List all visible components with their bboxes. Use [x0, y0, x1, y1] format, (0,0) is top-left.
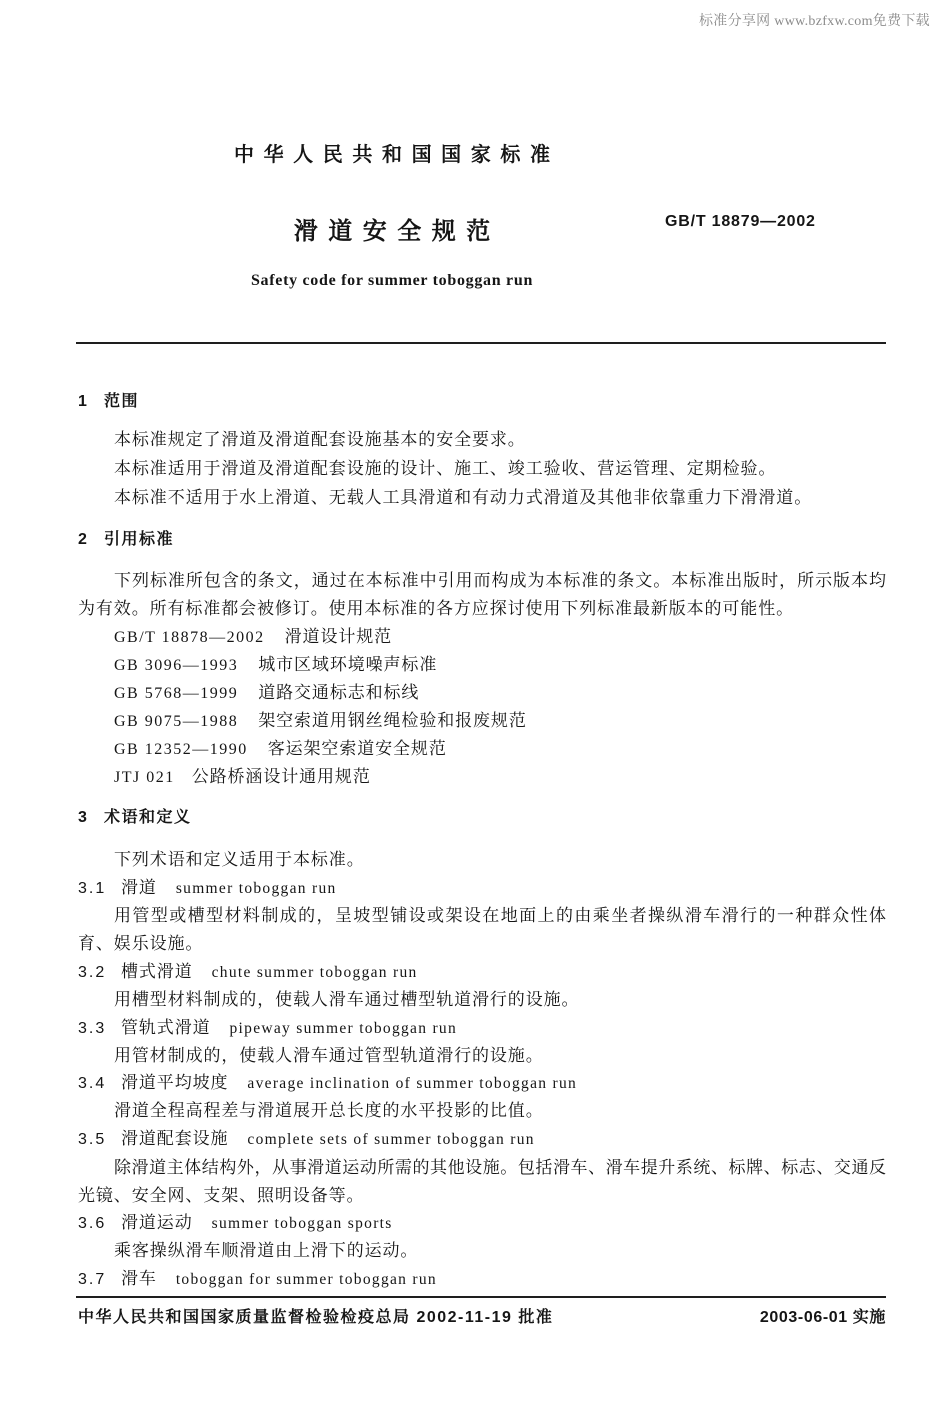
section-number: 2: [78, 531, 87, 548]
term-en: pipeway summer toboggan run: [229, 1020, 458, 1037]
term-number: 3.7: [78, 1271, 107, 1288]
national-standard-heading: 中华人民共和国国家标准: [233, 144, 560, 166]
term-en: average inclination of summer toboggan run: [247, 1075, 578, 1092]
term-definition-line: 用管型或槽型材料制成的，呈坡型铺设或架设在地面上的由乘坐者操纵滑车滑行的一种群众性体: [114, 906, 886, 925]
implementation-date: 2003-06-01 实施: [759, 1309, 886, 1326]
section-number: 1: [78, 393, 87, 410]
term-row: [78, 878, 337, 899]
term-cn: 管轨式滑道: [121, 1018, 211, 1037]
term-en: toboggan for summer toboggan run: [175, 1271, 437, 1288]
term-cn: 槽式滑道: [121, 962, 193, 981]
reference-item: [114, 767, 371, 788]
term-row: [78, 1269, 437, 1290]
reference-title: 道路交通标志和标线: [258, 683, 420, 702]
section-title: 术语和定义: [104, 809, 192, 826]
section-heading-scope: [78, 392, 139, 412]
term-definition-line: 乘客操纵滑车顺滑道由上滑下的运动。: [114, 1241, 419, 1260]
reference-code: GB 3096—1993: [114, 657, 239, 674]
term-number: 3.3: [78, 1020, 107, 1037]
reference-item: [114, 627, 392, 648]
term-cn: 滑道平均坡度: [121, 1073, 229, 1092]
reference-title: 城市区域环境噪声标准: [258, 655, 438, 674]
term-row: [78, 1213, 393, 1234]
term-definition-line: 用管材制成的，使载人滑车通过管型轨道滑行的设施。: [114, 1046, 544, 1065]
reference-title: 滑道设计规范: [284, 627, 393, 646]
term-definition-line: 光镜、安全网、支架、照明设备等。: [78, 1186, 365, 1205]
scope-paragraph: 本标准适用于滑道及滑道配套设施的设计、施工、竣工验收、营运管理、定期检验。: [114, 459, 777, 478]
term-definition-line: 滑道全程高程差与滑道展开总长度的水平投影的比值。: [114, 1101, 544, 1120]
references-intro-line: 为有效。所有标准都会被修订。使用本标准的各方应探讨使用下列标准最新版本的可能性。: [78, 599, 794, 618]
watermark: 标准分享网 www.bzfxw.com免费下载: [698, 14, 930, 29]
reference-title: 架空索道用钢丝绳检验和报废规范: [258, 711, 527, 730]
term-en: summer toboggan sports: [211, 1215, 393, 1232]
standard-title-en: Safety code for summer toboggan run: [250, 272, 534, 289]
term-en: complete sets of summer toboggan run: [247, 1131, 535, 1148]
term-number: 3.5: [78, 1131, 107, 1148]
term-definition-line: 除滑道主体结构外，从事滑道运动所需的其他设施。包括滑车、滑车提升系统、标牌、标志、交通反: [114, 1158, 886, 1177]
reference-item: [114, 711, 527, 732]
reference-item: [114, 683, 419, 704]
reference-code: GB 9075—1988: [114, 713, 239, 730]
approval-statement: 中华人民共和国国家质量监督检验检疫总局 2002-11-19 批准: [78, 1309, 554, 1326]
term-definition-line: 育、娱乐设施。: [78, 934, 204, 953]
term-definition-line: 用槽型材料制成的，使载人滑车通过槽型轨道滑行的设施。: [114, 990, 580, 1009]
footer-rule: [76, 1296, 886, 1298]
references-intro-line: 下列标准所包含的条文，通过在本标准中引用而构成为本标准的条文。本标准出版时，所示版本均: [114, 571, 886, 590]
term-number: 3.1: [78, 880, 107, 897]
reference-item: [114, 739, 447, 760]
scope-paragraph: 本标准不适用于水上滑道、无载人工具滑道和有动力式滑道及其他非依靠重力下滑滑道。: [114, 488, 813, 507]
term-cn: 滑道运动: [121, 1213, 193, 1232]
term-cn: 滑道: [121, 878, 157, 897]
scope-paragraph: 本标准规定了滑道及滑道配套设施基本的安全要求。: [114, 430, 526, 449]
section-heading-terms: [78, 808, 192, 828]
terms-intro: 下列术语和定义适用于本标准。: [114, 850, 365, 869]
section-number: 3: [78, 809, 87, 826]
section-heading-references: [78, 530, 174, 550]
term-row: [78, 1129, 535, 1150]
reference-title: 客运架空索道安全规范: [267, 739, 447, 758]
term-row: [78, 962, 418, 983]
reference-code: GB/T 18878—2002: [114, 629, 265, 646]
standard-title-cn: 滑道安全规范: [293, 218, 501, 245]
term-cn: 滑道配套设施: [121, 1129, 229, 1148]
term-en: chute summer toboggan run: [211, 964, 418, 981]
reference-item: [114, 655, 437, 676]
term-number: 3.6: [78, 1215, 107, 1232]
term-en: summer toboggan run: [175, 880, 337, 897]
term-number: 3.4: [78, 1075, 107, 1092]
term-cn: 滑车: [121, 1269, 157, 1288]
header-rule: [76, 342, 886, 344]
reference-title: 公路桥涵设计通用规范: [191, 767, 371, 786]
reference-code: GB 5768—1999: [114, 685, 239, 702]
section-title: 引用标准: [104, 531, 175, 548]
reference-code: JTJ 021: [114, 769, 175, 786]
section-title: 范围: [104, 393, 140, 410]
standard-number: GB/T 18879—2002: [665, 213, 816, 230]
reference-code: GB 12352—1990: [114, 741, 248, 758]
term-row: [78, 1018, 457, 1039]
term-number: 3.2: [78, 964, 107, 981]
term-row: [78, 1073, 577, 1094]
